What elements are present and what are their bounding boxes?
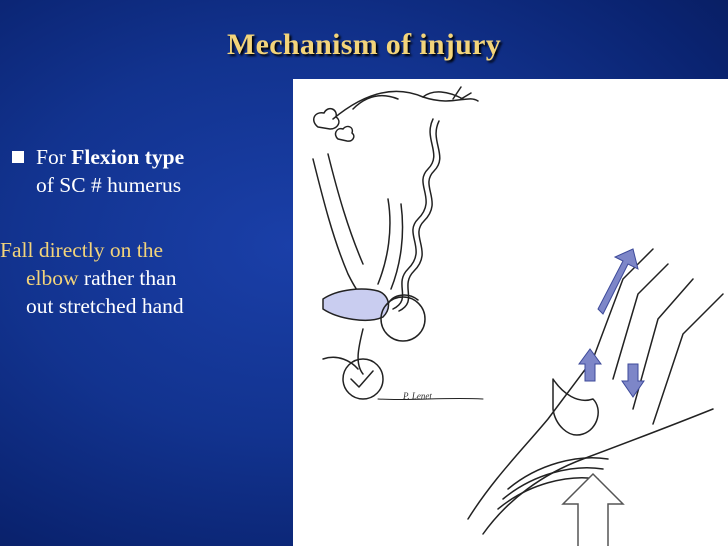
paragraph-highlight-2: elbow [26,266,79,290]
slide-title: Mechanism of injury [226,28,501,61]
bullet-bold-term: Flexion type [71,145,185,169]
elbow-highlight-circle [343,359,383,399]
small-up-arrow [579,349,601,381]
falling-child-drawing [313,154,425,374]
injury-drawing [293,79,728,546]
force-arrows [563,249,644,546]
bullet-text [36,143,184,199]
artist-signature: P. Lenet [403,391,432,401]
rope-drawing [393,119,434,309]
square-bullet-icon [12,151,24,163]
upward-force-arrow [598,249,638,314]
slide-body [0,143,295,320]
injury-illustration [293,79,728,546]
bullet-item [10,143,295,199]
paragraph-rest-1: rather than [78,266,177,290]
bullet-suffix: of SC # humerus [36,173,182,197]
bullet-prefix: For [36,145,72,169]
tree-branch-drawing [314,87,478,141]
paragraph-highlight-1: Fall directly on the [0,238,164,262]
small-down-arrow [622,364,644,397]
mechanism-paragraph [0,236,295,320]
impact-force-arrow [563,474,623,546]
paragraph-rest-2: out stretched hand [26,294,184,318]
